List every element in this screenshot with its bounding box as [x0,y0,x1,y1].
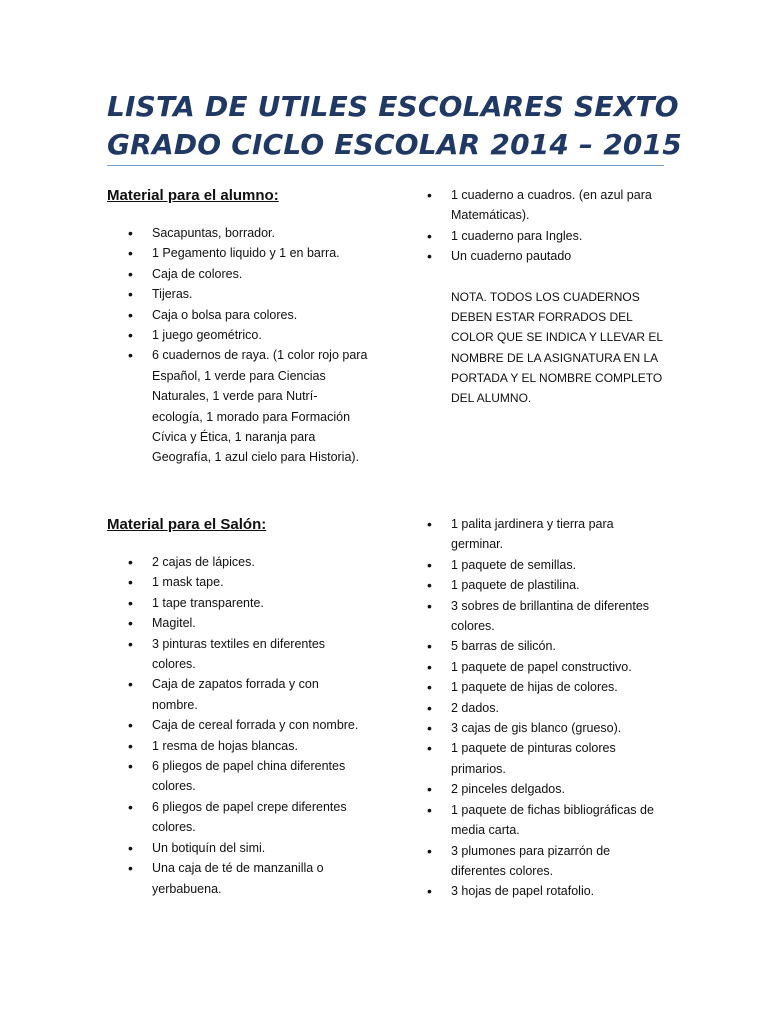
list-item: • Caja de zapatos forrada y con nombre. [128,674,368,715]
list-item: • 1 cuaderno a cuadros. (en azul para Matemáticas). [427,185,667,226]
page-title [107,88,682,164]
alumno-list-left [128,223,368,468]
list-item: • 1 paquete de papel constructivo. [427,657,667,677]
list-item: • Tijeras. [128,284,368,304]
page-title-line-2: GRADO CICLO ESCOLAR 2014 – 2015 [107,128,682,161]
list-item: • 1 paquete de fichas bibliográficas de media carta. [427,800,667,841]
list-item: • Un botiquín del simi. [128,838,368,858]
title-divider [107,165,664,166]
list-item: • 1 tape transparente. [128,593,368,613]
list-item: • 2 pinceles delgados. [427,779,667,799]
list-item: • 1 paquete de pinturas colores primarios. [427,738,667,779]
list-item: • Sacapuntas, borrador. [128,223,368,243]
notebook-note: NOTA. TODOS LOS CUADERNOS DEBEN ESTAR FORRADOS DEL COLOR QUE SE INDICA Y LLEVAR EL NOMBRE DE LA ASIGNATURA EN LA PORTADA Y EL NOMBRE COMPLETO DEL ALUMNO. [451,290,663,406]
list-item: • 1 resma de hojas blancas. [128,736,368,756]
list-item: • 1 paquete de semillas. [427,555,667,575]
list-item: • 1 paquete de plastilina. [427,575,667,595]
list-item: • Caja de cereal forrada y con nombre. [128,715,368,735]
list-item: • 6 pliegos de papel china diferentes colores. [128,756,368,797]
list-item: • 1 palita jardinera y tierra para germinar. [427,514,667,555]
list-item: • 1 mask tape. [128,572,368,592]
list-item: • Un cuaderno pautado [427,246,667,266]
list-item: • 1 juego geométrico. [128,325,368,345]
list-item: • 1 paquete de hijas de colores. [427,677,667,697]
section-heading-salon: Material para el Salón: [107,516,267,533]
salon-list-right [427,514,667,902]
list-item: • 2 dados. [427,698,667,718]
list-item: • Caja de colores. [128,264,368,284]
list-item: • 5 barras de silicón. [427,636,667,656]
list-item: • 6 pliegos de papel crepe diferentes colores. [128,797,368,838]
list-item: • 3 pinturas textiles en diferentes colores. [128,634,368,675]
alumno-list-right [427,185,667,267]
list-item: • Magitel. [128,613,368,633]
list-item: • Caja o bolsa para colores. [128,305,368,325]
list-item: • 2 cajas de lápices. [128,552,368,572]
list-item: • 3 plumones para pizarrón de diferentes colores. [427,841,667,882]
salon-list-left [128,552,368,899]
page-title-line-1: LISTA DE UTILES ESCOLARES SEXTO [107,90,679,123]
section-heading-alumno: Material para el alumno: [107,187,279,204]
list-item: • 6 cuadernos de raya. (1 color rojo para Español, 1 verde para Ciencias Naturales, 1 verde para Nutrí-ecología, 1 morado para Formación Cívica y Ética, 1 naranja para Geografía, 1 azul cielo para Historia). [128,345,368,467]
list-item: • 1 cuaderno para Ingles. [427,226,667,246]
list-item: • 1 Pegamento liquido y 1 en barra. [128,243,368,263]
list-item: • 3 hojas de papel rotafolio. [427,881,667,901]
list-item: • Una caja de té de manzanilla o yerbabuena. [128,858,368,899]
list-item: • 3 cajas de gis blanco (grueso). [427,718,667,738]
list-item: • 3 sobres de brillantina de diferentes colores. [427,596,667,637]
